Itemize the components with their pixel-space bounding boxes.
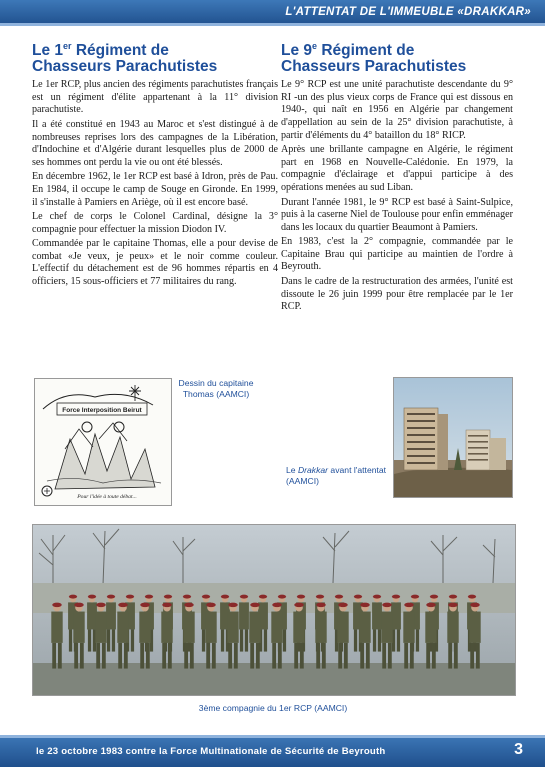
right-paragraph: Le 9° RCP est une unité parachutiste descendante du 9° RI -un des plus vieux corps de France qui est dissous en 1940-, qui naît en 1956 en Algérie par changement d'appellation au sein de la 25° division parachutiste, à partir d'éléments du 4° bataillon du 18° RICP. xyxy=(281,79,513,141)
right-paragraph: Dans le cadre de la restructuration des armées, l'unité est dissoute le 26 juin 1999 pour être remplacée par le 1er RCP. xyxy=(281,276,513,313)
footer-text: le 23 octobre 1983 contre la Force Multinationale de Sécurité de Beyrouth xyxy=(36,746,386,757)
drakkar-tower xyxy=(404,408,448,470)
footer-divider xyxy=(0,735,545,738)
troops-caption: 3ème compagnie du 1er RCP (AAMCI) xyxy=(198,703,348,713)
drawing-motto-text: Pour l'idée à toute débat... xyxy=(77,494,137,500)
footer-bar xyxy=(0,735,545,767)
right-paragraph: En 1983, c'est la 2° compagnie, commandée par le Capitaine Brau qui participe au maintien de l'ordre à Beyrouth. xyxy=(281,236,513,273)
page-number: 3 xyxy=(514,741,523,758)
left-paragraph: En décembre 1962, le 1er RCP est basé à Idron, près de Pau. En 1984, il occupe le camp de Souge en Gironde. En 1999, il s'installe à Pamiers en Ariège, où il est encore basé. xyxy=(32,171,278,208)
header-bar xyxy=(0,0,545,26)
drawing-caption: Dessin du capitaine Thomas (AAMCI) xyxy=(178,378,254,399)
left-paragraph: Il a été constitué en 1943 au Maroc et s'est distingué à de nombreuses reprises lors des campagnes de la Libération, d'Indochine et d'Algérie durant lesquelles plus de 2000 de ses hommes ont perdu la vie ou ont été blessés. xyxy=(32,118,278,168)
drawing-emblem xyxy=(42,486,52,496)
header-divider xyxy=(0,23,545,26)
right-paragraph: Après une brillante campagne en Algérie, le régiment part en 1968 en Nouvelle-Calédonie. En 1979, la compagnie d'éclairage et d'appui participe à des opérations menées au sud Liban. xyxy=(281,144,513,193)
left-paragraph: Commandée par le capitaine Thomas, elle a pour devise de combat «Je veux, je peux» et le noir comme couleur. L'effectif du détachement est de 96 hommes répartis en 4 officiers, 15 sous-officiers et 77 militaires du rang. xyxy=(32,238,278,288)
left-paragraph: Le 1er RCP, plus ancien des régiments parachutistes français est un régiment d'élite appartenant à la 11° division parachutiste. xyxy=(32,79,278,116)
drakkar-building-image xyxy=(393,377,513,498)
header-title: L'ATTENTAT DE L'IMMEUBLE «DRAKKAR» xyxy=(285,6,531,18)
left-paragraph: Le chef de corps le Colonel Cardinal, désigne la 3° compagnie pour effectuer la mission Diodon IV. xyxy=(32,211,278,235)
right-column xyxy=(281,38,513,316)
building-caption: Le Drakkar avant l'attentat (AAMCI) xyxy=(286,465,387,486)
drawing-banner-text: Force Interposition Beirut xyxy=(62,407,142,414)
left-title: Le 1er Régiment de Chasseurs Parachutistes xyxy=(32,41,218,76)
troops-photo xyxy=(32,524,516,696)
right-paragraph: Durant l'année 1981, le 9° RCP est basé à Saint-Sulpice, puis à la caserne Niel de Toulouse pour enfin emménager dans les locaux du quartier Beaumont à Pamiers. xyxy=(281,196,513,233)
right-title: Le 9e Régiment de Chasseurs Parachutistes xyxy=(281,41,467,76)
captain-drawing-image xyxy=(34,378,172,506)
left-column xyxy=(32,38,278,291)
